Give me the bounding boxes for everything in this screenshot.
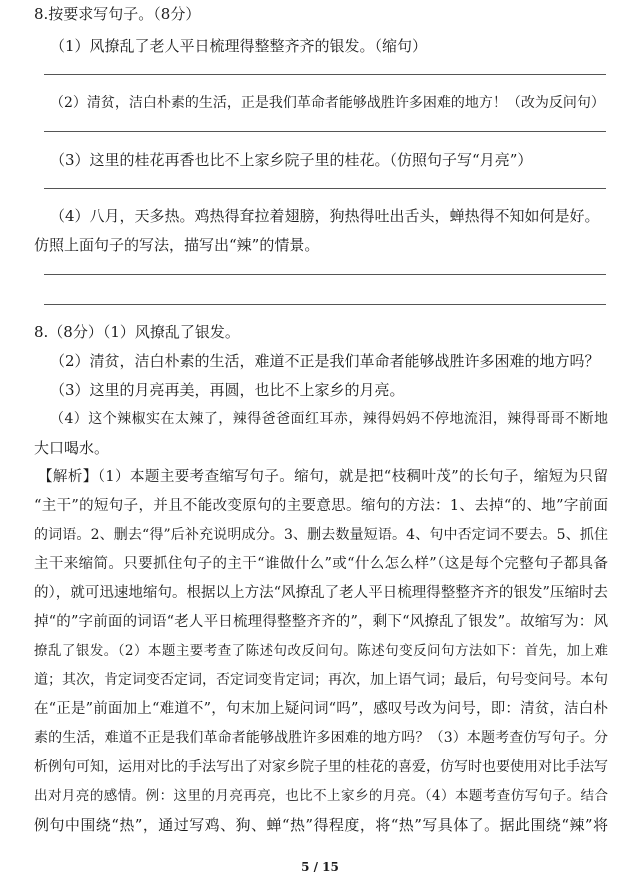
analysis-line: 主干来缩简。只要抓住句子的主干“谁做什么”或“什么怎么样”（这是每个完整句子都具备 (34, 556, 608, 572)
question-4a: （4）八月，天多热。鸡热得耷拉着翅膀，狗热得吐出舌头，蝉热得不知如何是好。 (50, 207, 600, 225)
analysis-line: 掉“的”字前面的词语“老人平日梳理得整整齐齐的”，剩下“风撩乱了银发”。故缩写为：风 (34, 614, 608, 630)
analysis-line: 出对月亮的感情。例：这里的月亮再亮，也比不上家乡的月亮。（4）本题考查仿写句子。结合 (34, 788, 608, 804)
analysis-line: 的词语。2、删去“得”后补充说明成分。3、删去数量短语。4、句中否定词不要去。5、抓住 (34, 527, 608, 543)
analysis-line: “主干”的短句子，并且不能改变原句的主要意思。缩句的方法：1、去掉“的、地”字前面 (34, 498, 608, 514)
answer-line (44, 274, 606, 275)
answer-line (44, 131, 606, 132)
analysis-line: 素的生活，难道不正是我们革命者能够战胜许多困难的地方吗？（3）本题考查仿写句子。分 (34, 730, 608, 746)
question-1: （1）风撩乱了老人平日梳理得整整齐齐的银发。（缩句） (50, 37, 428, 55)
answer-3: （3）这里的月亮再美，再圆，也比不上家乡的月亮。 (50, 381, 405, 399)
analysis-line: 析例句可知，运用对比的手法写出了对家乡院子里的桂花的喜爱，仿写时也要使用对比手法写 (34, 759, 608, 775)
analysis-line: 撩乱了银发。（2）本题主要考查了陈述句改反问句。陈述句变反问句方法如下：首先，加上难 (34, 643, 608, 659)
question-2: （2）清贫，洁白朴素的生活，正是我们革命者能够战胜许多困难的地方！（改为反问句） (50, 95, 605, 111)
analysis-line: 道；其次，肯定词变否定词，否定词变肯定词；再次，加上语气词；最后，句号变问号。本句 (34, 672, 608, 688)
answer-line (44, 304, 606, 305)
answer-1: 8.（8分）（1）风撩乱了银发。 (34, 323, 240, 341)
question-title: 8.按要求写句子。（8分） (34, 5, 201, 23)
analysis-line: 的），就可迅速地缩句。根据以上方法“风撩乱了老人平日梳理得整整齐齐的银发”压缩时去 (34, 585, 608, 601)
answer-2: （2）清贫，洁白朴素的生活，难道不正是我们革命者能够战胜许多困难的地方吗？ (50, 352, 600, 370)
question-3: （3）这里的桂花再香也比不上家乡院子里的桂花。（仿照句子写“月亮”） (50, 151, 533, 169)
answer-4b: 大口喝水。 (34, 439, 110, 457)
analysis-line: 例句中围绕“热”，通过写鸡、狗、蝉“热”得程度，将“热”写具体了。据此围绕“辣”将 (34, 816, 608, 834)
answer-line (44, 188, 606, 189)
question-4b: 仿照上面句子的写法，描写出“辣”的情景。 (34, 236, 320, 254)
analysis-line: 【解析】（1）本题主要考查缩写句子。缩句，就是把“枝稠叶茂”的长句子，缩短为只留 (38, 469, 608, 485)
answer-4a: （4）这个辣椒实在太辣了，辣得爸爸面红耳赤，辣得妈妈不停地流泪，辣得哥哥不断地 (50, 411, 608, 427)
page-number: 5 / 15 (301, 860, 339, 874)
answer-line (44, 74, 606, 75)
analysis-line: 在“正是”前面加上“难道不”，句末加上疑问词“吗”，感叹号改为问号，即：清贫，洁白朴 (34, 701, 608, 717)
